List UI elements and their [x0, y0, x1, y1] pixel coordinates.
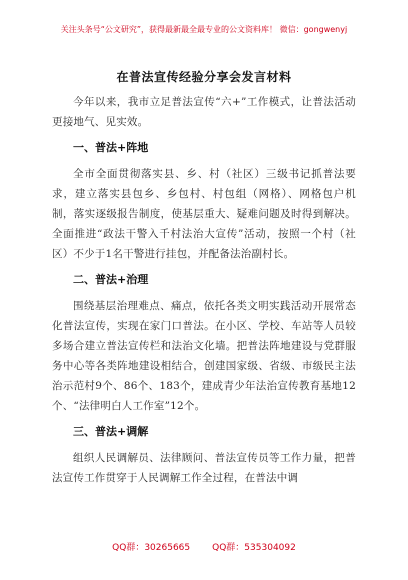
section-2-paragraph: 围绕基层治理难点、痛点，依托各类文明实践活动开展常态化普法宣传，实现在家门口普法。在小区、学校、车站等人员较多场合建立普法宣传栏和法治文化墙。把普法阵地建设与党群服务中心等各类阵地建设相结合，创建国家级、省级、市级民主法治示范村9个、86个、183个，建成青少年法治宣传教育基地12个、“法律明白人工作室”12个。: [52, 300, 356, 412]
section-heading-1: 一、普法+阵地: [73, 141, 149, 154]
header-promo-note: 关注头条号“公文研究”，获得最新最全最专业的公文资料库！ 微信：gongwenyj: [60, 25, 348, 34]
section-1-paragraph: 全市全面贯彻落实县、乡、村（社区）三级书记抓普法要求，建立落实县包乡、乡包村、村包组（网格）、网格包户机制，落实逐级报告制度，使基层重大、疑难问题及时得到解决。全面推进“政法干警入千村法治大宣传”活动，按照一个村（社区）不少于1名干警进行挂包，并配备法治副村长。: [52, 168, 356, 260]
section-heading-2: 二、普法+治理: [73, 273, 149, 286]
footer-qq-group-2: QQ群：535304092: [212, 543, 296, 553]
footer-contact: [0, 540, 408, 553]
intro-paragraph: 今年以来，我市立足普法宣传“六+”工作模式，让普法活动更接地气、见实效。: [52, 96, 356, 128]
section-heading-3: 三、普法+调解: [73, 425, 149, 438]
document-title: 在普法宣传经验分享会发言材料: [116, 70, 292, 84]
document-body: [52, 92, 356, 490]
footer-qq-group-1: QQ群：30265665: [112, 543, 191, 553]
section-3-paragraph: 组织人民调解员、法律顾问、普法宣传员等工作力量，把普法宣传工作贯穿于人民调解工作全过程，在普法中调: [52, 452, 356, 484]
